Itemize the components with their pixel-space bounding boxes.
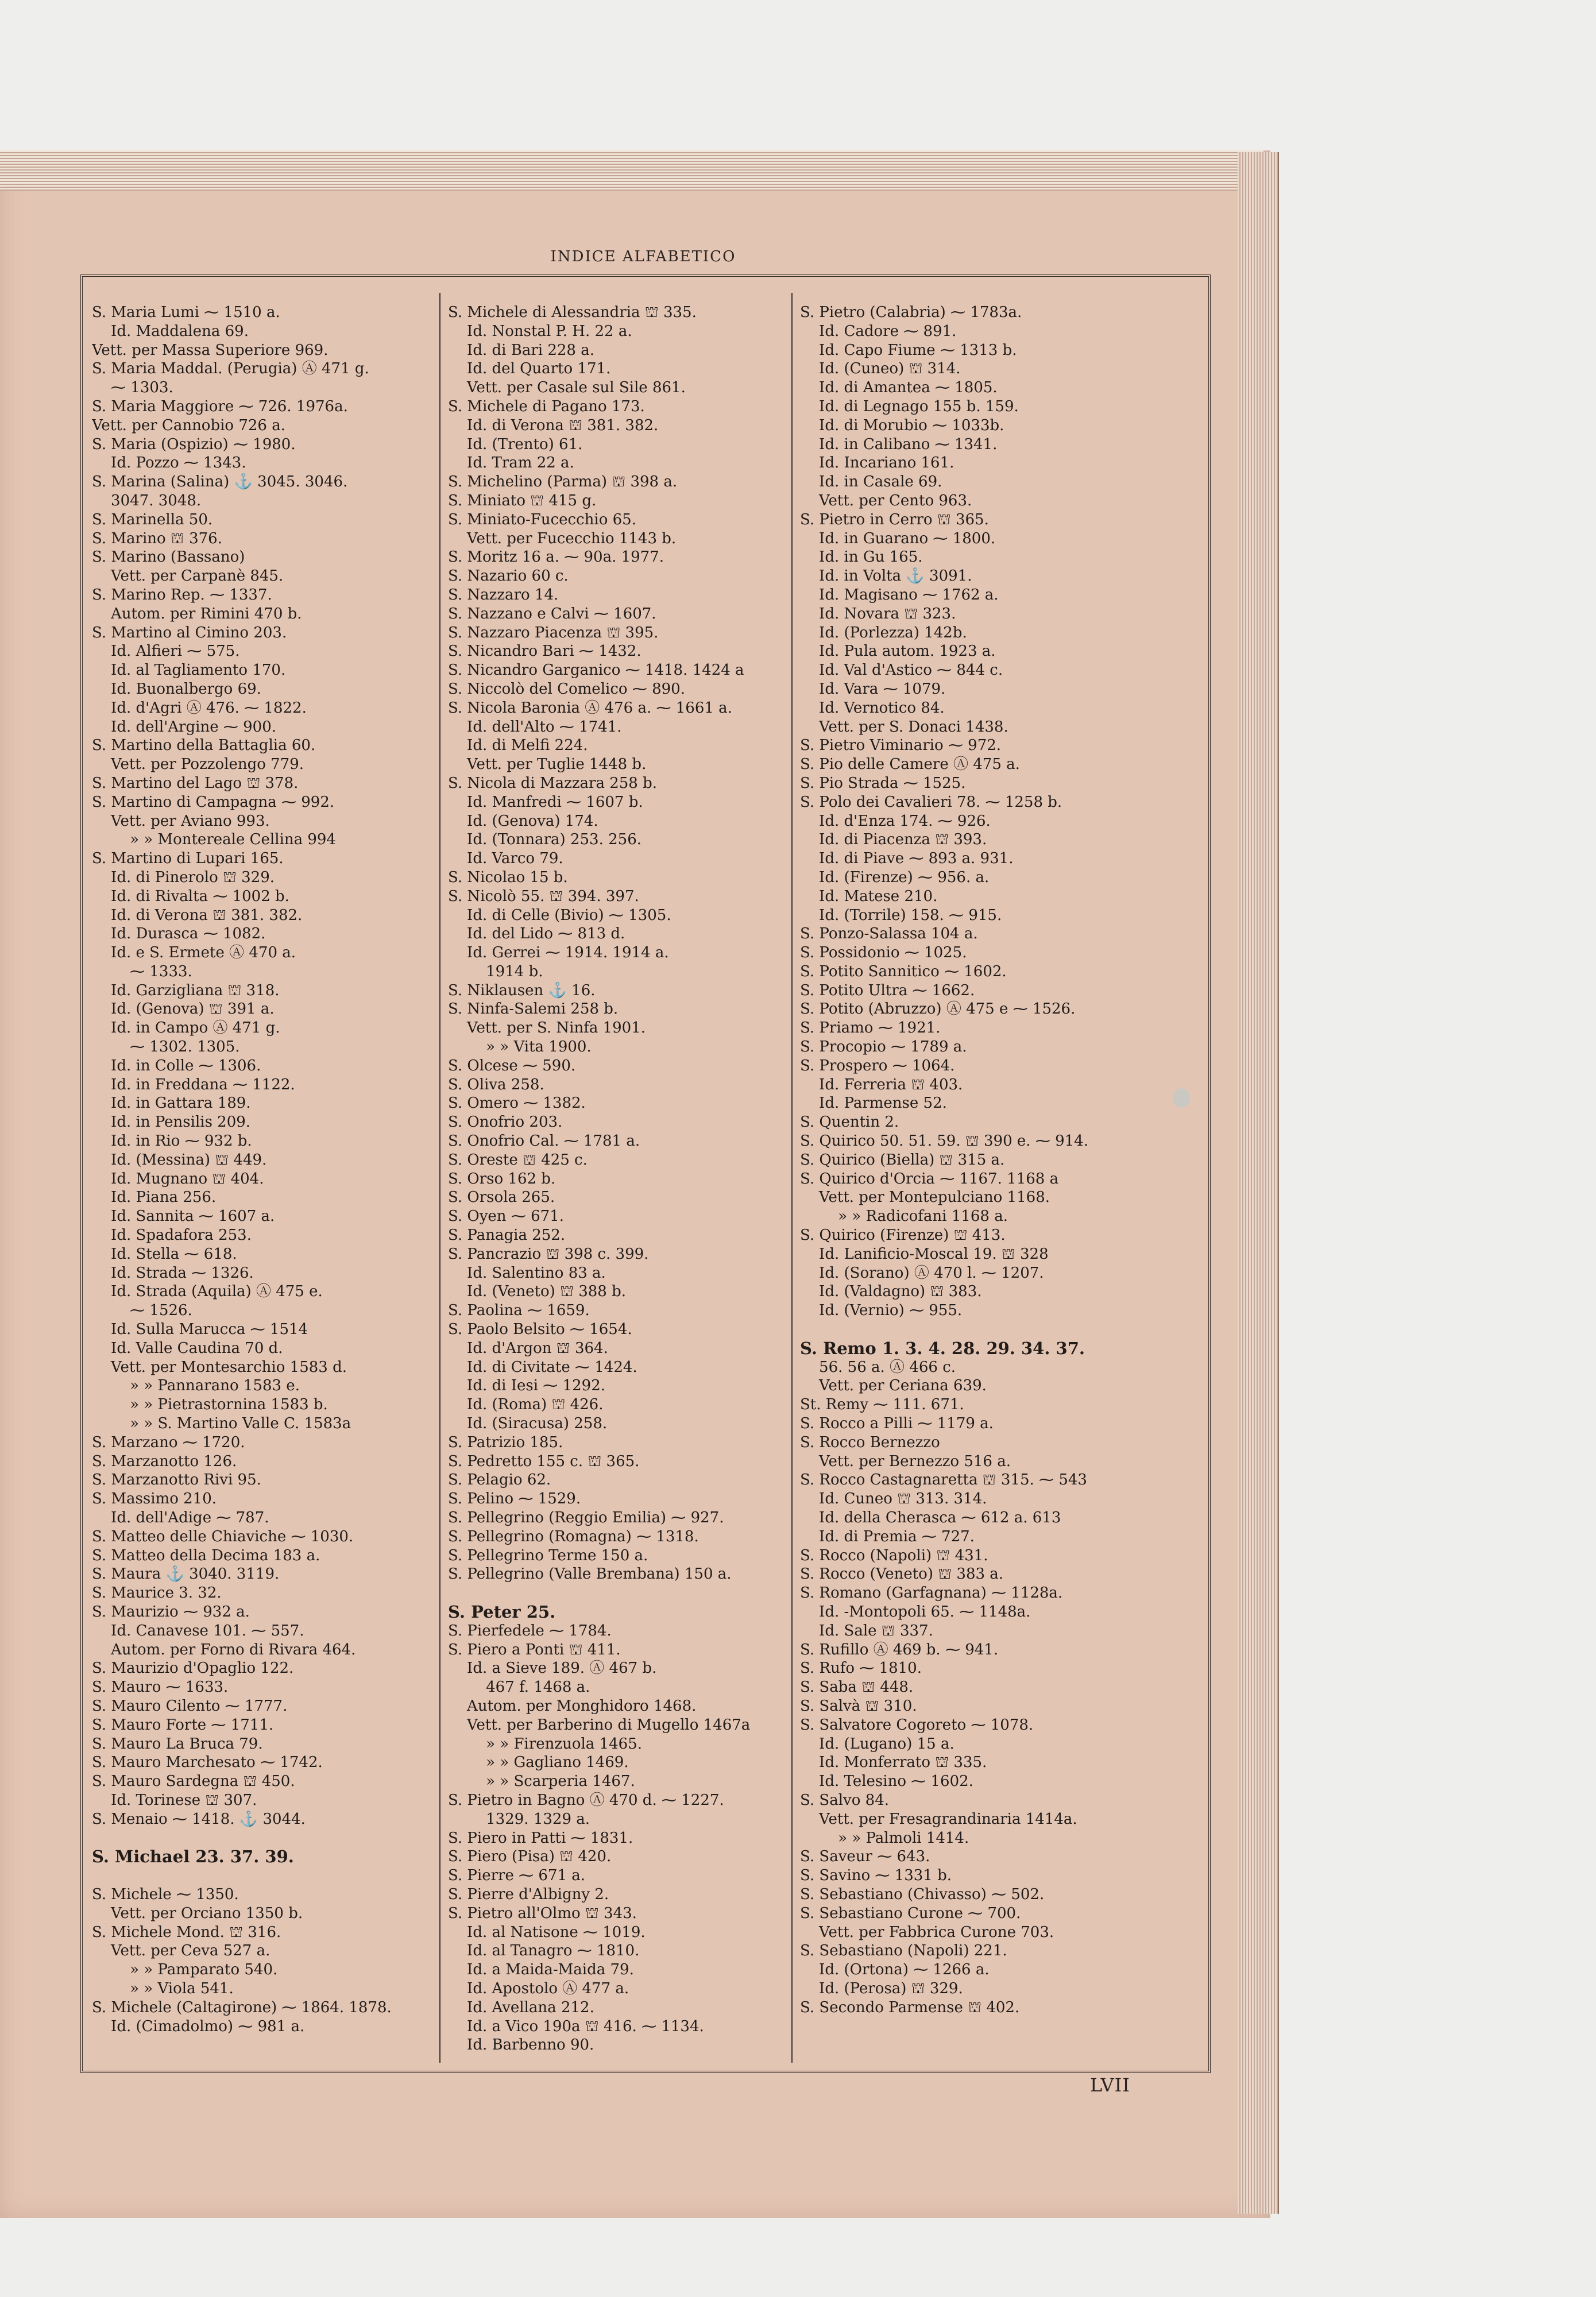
index-entry: S. Saveur ⁓ 643. <box>800 1848 930 1866</box>
index-entry: Id. di Pinerolo ⛫ 329. <box>92 868 275 886</box>
index-entry: 3047. 3048. <box>92 492 202 509</box>
index-entry: Id. di Morubio ⁓ 1033b. <box>800 416 1004 434</box>
index-entry: Id. in Rio ⁓ 932 b. <box>92 1132 252 1150</box>
index-entry: S. Mauro ⁓ 1633. <box>92 1679 229 1696</box>
index-entry: S. Marino (Bassano) <box>92 548 245 566</box>
index-entry: S. Marina (Salina) ⚓ 3045. 3046. <box>92 473 348 491</box>
index-entry: Id. Piana 256. <box>92 1189 217 1206</box>
index-entry: Id. (Cuneo) ⛫ 314. <box>800 360 961 378</box>
index-entry: S. Marinella 50. <box>92 511 213 528</box>
index-entry: S. Piero (Pisa) ⛫ 420. <box>448 1848 612 1866</box>
index-entry: S. Quentin 2. <box>800 1113 899 1131</box>
index-entry: S. Nicolao 15 b. <box>448 868 568 886</box>
index-entry: Id. della Cherasca ⁓ 612 a. 613 <box>800 1509 1061 1526</box>
index-entry: Id. (Veneto) ⛫ 388 b. <box>448 1283 627 1301</box>
index-entry: S. Nicolò 55. ⛫ 394. 397. <box>448 887 639 905</box>
index-entry: Id. (Torrile) 158. ⁓ 915. <box>800 906 1002 924</box>
index-entry: Id. Stella ⁓ 618. <box>92 1245 237 1263</box>
index-entry: 56. 56 a. Ⓐ 466 c. <box>800 1358 956 1376</box>
index-entry: S. Savino ⁓ 1331 b. <box>800 1867 952 1885</box>
index-entry: S. Pietro (Calabria) ⁓ 1783a. <box>800 304 1022 321</box>
index-entry: Id. (Perosa) ⛫ 329. <box>800 1979 963 1997</box>
index-entry: Id. Strada ⁓ 1326. <box>92 1264 254 1282</box>
column-divider <box>791 293 793 2063</box>
index-entry: Id. Ferreria ⛫ 403. <box>800 1076 963 1093</box>
index-entry: S. Maura ⚓ 3040. 3119. <box>92 1565 280 1583</box>
index-entry: S. Michele di Alessandria ⛫ 335. <box>448 304 697 321</box>
index-entry: S. Omero ⁓ 1382. <box>448 1095 586 1112</box>
index-entry: Id. del Quarto 171. <box>448 360 611 378</box>
index-entry: Vett. per Tuglie 1448 b. <box>448 756 647 774</box>
index-entry: Id. e S. Ermete Ⓐ 470 a. <box>92 944 296 962</box>
index-entry: S. Martino del Lago ⛫ 378. <box>92 774 299 792</box>
index-entry: Vett. per Cannobio 726 a. <box>92 416 285 434</box>
index-entry: Id. (Firenze) ⁓ 956. a. <box>800 868 990 886</box>
index-entry: S. Nicola di Mazzara 258 b. <box>448 774 658 792</box>
index-entry: S. Martino della Battaglia 60. <box>92 737 316 755</box>
index-entry: Id. Salentino 83 a. <box>448 1264 606 1282</box>
index-entry: » » Pannarano 1583 e. <box>92 1377 300 1395</box>
index-entry: Id. Manfredi ⁓ 1607 b. <box>448 793 643 811</box>
index-entry: S. Rufo ⁓ 1810. <box>800 1660 922 1677</box>
index-entry: S. Maria Maggiore ⁓ 726. 1976a. <box>92 397 348 415</box>
index-entry: » » Palmoli 1414. <box>800 1829 969 1847</box>
index-entry: S. Romano (Garfagnana) ⁓ 1128a. <box>800 1584 1063 1602</box>
index-entry: S. Olcese ⁓ 590. <box>448 1057 576 1074</box>
index-entry: Id. di Verona ⛫ 381. 382. <box>92 906 303 924</box>
index-entry: S. Marzanotto Rivi 95. <box>92 1471 261 1489</box>
index-entry: S. Mauro La Bruca 79. <box>92 1735 263 1753</box>
index-entry: Id. (Genova) ⛫ 391 a. <box>92 1000 275 1018</box>
index-entry: Id. Varco 79. <box>448 850 563 868</box>
index-entry: Id. Spadafora 253. <box>92 1227 252 1244</box>
index-entry: Autom. per Forno di Rivara 464. <box>92 1641 356 1658</box>
index-entry: S. Peter 25. <box>448 1602 556 1622</box>
page-top-edge <box>0 150 1263 191</box>
index-entry: S. Nazzano e Calvi ⁓ 1607. <box>448 605 656 622</box>
index-entry: Id. in Freddana ⁓ 1122. <box>92 1076 295 1093</box>
index-entry: S. Nicandro Bari ⁓ 1432. <box>448 643 642 660</box>
index-entry: Vett. per S. Ninfa 1901. <box>448 1019 646 1037</box>
index-entry: Autom. per Monghidoro 1468. <box>448 1697 697 1715</box>
index-entry: S. Mauro Sardegna ⛫ 450. <box>92 1773 295 1791</box>
index-entry: S. Pio Strada ⁓ 1525. <box>800 774 966 792</box>
index-entry: Id. (Genova) 174. <box>448 812 598 830</box>
index-entry: S. Rocco (Napoli) ⛫ 431. <box>800 1546 988 1564</box>
index-entry: Id. Valle Caudina 70 d. <box>92 1339 283 1357</box>
index-entry: Vett. per Montesarchio 1583 d. <box>92 1358 347 1376</box>
index-entry: S. Maurizio ⁓ 932 a. <box>92 1603 250 1621</box>
index-entry: S. Maria Maddal. (Perugia) Ⓐ 471 g. <box>92 360 369 378</box>
index-entry: Id. (Siracusa) 258. <box>448 1415 608 1433</box>
index-entry: S. Polo dei Cavalieri 78. ⁓ 1258 b. <box>800 793 1062 811</box>
index-entry: Id. di Legnago 155 b. 159. <box>800 397 1019 415</box>
index-entry: S. Niccolò del Comelico ⁓ 890. <box>448 680 685 698</box>
index-entry: S. Marino Rep. ⁓ 1337. <box>92 586 272 604</box>
index-entry: S. Paolina ⁓ 1659. <box>448 1302 590 1320</box>
index-entry: Id. (Tonnara) 253. 256. <box>448 831 642 849</box>
index-entry: Id. Monferrato ⛫ 335. <box>800 1754 987 1772</box>
index-entry: Vett. per Orciano 1350 b. <box>92 1904 303 1922</box>
column-divider <box>439 293 440 2063</box>
index-entry: Id. Novara ⛫ 323. <box>800 605 956 622</box>
index-entry: » » Gagliano 1469. <box>448 1754 629 1772</box>
index-entry: S. Procopio ⁓ 1789 a. <box>800 1038 967 1056</box>
index-entry: S. Mauro Cilento ⁓ 1777. <box>92 1697 288 1715</box>
index-entry: S. Miniato ⛫ 415 g. <box>448 492 597 509</box>
index-entry: S. Maurizio d'Opaglio 122. <box>92 1660 294 1677</box>
index-entry: Id. a Vico 190a ⛫ 416. ⁓ 1134. <box>448 2017 704 2035</box>
index-entry: S. Pierre d'Albigny 2. <box>448 1885 609 1903</box>
index-entry: S. Michele ⁓ 1350. <box>92 1885 239 1903</box>
index-entry: S. Martino al Cimino 203. <box>92 624 287 641</box>
index-entry: S. Sebastiano (Chivasso) ⁓ 502. <box>800 1885 1045 1903</box>
index-entry: Id. (Porlezza) 142b. <box>800 624 967 641</box>
index-entry: S. Piero in Patti ⁓ 1831. <box>448 1829 633 1847</box>
index-entry: S. Miniato-Fucecchio 65. <box>448 511 636 528</box>
index-entry: Id. Val d'Astico ⁓ 844 c. <box>800 662 1003 679</box>
index-entry: Id. al Natisone ⁓ 1019. <box>448 1923 646 1941</box>
index-entry: Id. di Bari 228 a. <box>448 341 594 359</box>
index-entry: S. Sebastiano Curone ⁓ 700. <box>800 1904 1021 1922</box>
index-entry: Id. dell'Adige ⁓ 787. <box>92 1509 269 1526</box>
index-entry: Vett. per Bernezzo 516 a. <box>800 1452 1011 1470</box>
index-entry: Id. in Colle ⁓ 1306. <box>92 1057 261 1074</box>
index-entry: Id. dell'Argine ⁓ 900. <box>92 718 277 736</box>
index-entry: S. Pellegrino (Reggio Emilia) ⁓ 927. <box>448 1509 724 1526</box>
index-entry: Id. al Tanagro ⁓ 1810. <box>448 1942 640 1960</box>
index-entry: Id. di Verona ⛫ 381. 382. <box>448 416 659 434</box>
index-entry: S. Maurice 3. 32. <box>92 1584 222 1602</box>
index-entry: S. Marzanotto 126. <box>92 1452 237 1470</box>
index-entry: Id. del Lido ⁓ 813 d. <box>448 925 625 943</box>
index-entry: S. Rocco (Veneto) ⛫ 383 a. <box>800 1565 1004 1583</box>
index-entry: Id. Canavese 101. ⁓ 557. <box>92 1622 304 1639</box>
index-entry: S. Matteo delle Chiaviche ⁓ 1030. <box>92 1528 354 1545</box>
index-entry: Id. (Lugano) 15 a. <box>800 1735 954 1753</box>
index-column-3 <box>800 303 1139 2017</box>
index-entry: S. Saba ⛫ 448. <box>800 1679 914 1696</box>
index-entry: Id. di Melfi 224. <box>448 737 588 755</box>
index-entry: S. Pierre ⁓ 671 a. <box>448 1867 586 1885</box>
index-entry: Id. (Valdagno) ⛫ 383. <box>800 1283 982 1301</box>
index-entry: S. Potito Sannitico ⁓ 1602. <box>800 962 1007 980</box>
index-entry: S. Paolo Belsito ⁓ 1654. <box>448 1321 632 1339</box>
index-entry: Id. Tram 22 a. <box>448 454 574 472</box>
index-entry: S. Panagia 252. <box>448 1227 566 1244</box>
index-entry: S. Pedretto 155 c. ⛫ 365. <box>448 1452 640 1470</box>
index-entry: Id. Durasca ⁓ 1082. <box>92 925 266 943</box>
index-entry: Id. Vara ⁓ 1079. <box>800 680 946 698</box>
index-entry: 467 f. 1468 a. <box>448 1679 590 1696</box>
index-entry: S. Possidonio ⁓ 1025. <box>800 944 967 962</box>
index-entry: Id. in Gattara 189. <box>92 1095 251 1112</box>
index-entry: S. Pancrazio ⛫ 398 c. 399. <box>448 1245 649 1263</box>
index-entry: Id. d'Enza 174. ⁓ 926. <box>800 812 991 830</box>
index-entry: Id. Vernotico 84. <box>800 699 945 717</box>
index-entry: Id. d'Agri Ⓐ 476. ⁓ 1822. <box>92 699 307 717</box>
index-entry: Id. a Maida-Maida 79. <box>448 1961 634 1979</box>
index-entry: Id. (Sorano) Ⓐ 470 l. ⁓ 1207. <box>800 1264 1044 1282</box>
index-entry: Id. d'Argon ⛫ 364. <box>448 1339 608 1357</box>
index-entry: Id. Sannita ⁓ 1607 a. <box>92 1208 275 1225</box>
index-entry: S. Pellegrino (Valle Brembana) 150 a. <box>448 1565 732 1583</box>
index-entry: S. Pellegrino Terme 150 a. <box>448 1546 648 1564</box>
index-entry: Id. in Volta ⚓ 3091. <box>800 567 972 585</box>
index-entry: S. Martino di Lupari 165. <box>92 850 284 868</box>
index-entry: S. Remo 1. 3. 4. 28. 29. 34. 37. <box>800 1339 1085 1358</box>
index-entry: Id. Avellana 212. <box>448 1998 594 2016</box>
index-entry: Id. Maddalena 69. <box>92 322 249 340</box>
index-entry: Id. in Campo Ⓐ 471 g. <box>92 1019 280 1037</box>
page-header: INDICE ALFABETICO <box>550 248 736 265</box>
index-entry: Id. Cuneo ⛫ 313. 314. <box>800 1490 987 1508</box>
index-entry: Id. dell'Alto ⁓ 1741. <box>448 718 622 736</box>
index-entry <box>800 1320 1139 1339</box>
index-entry: S. Maria (Ospizio) ⁓ 1980. <box>92 435 296 453</box>
index-entry: Id. in Guarano ⁓ 1800. <box>800 529 996 547</box>
index-entry: Vett. per Ceva 527 a. <box>92 1942 270 1960</box>
index-entry: S. Orsola 265. <box>448 1189 555 1206</box>
index-entry: » » Firenzuola 1465. <box>448 1735 642 1753</box>
index-entry: S. Niklausen ⚓ 16. <box>448 981 596 999</box>
index-entry: S. Matteo della Decima 183 a. <box>92 1546 320 1564</box>
index-entry: Vett. per Fucecchio 1143 b. <box>448 529 677 547</box>
index-entry: Id. Pula autom. 1923 a. <box>800 643 996 660</box>
index-entry: S. Pelino ⁓ 1529. <box>448 1490 581 1508</box>
index-entry: Vett. per Montepulciano 1168. <box>800 1189 1050 1206</box>
index-entry: S. Pio delle Camere Ⓐ 475 a. <box>800 756 1020 774</box>
index-entry: S. Nicola Baronia Ⓐ 476 a. ⁓ 1661 a. <box>448 699 732 717</box>
index-entry: Id. di Piave ⁓ 893 a. 931. <box>800 850 1014 868</box>
index-entry: » » Scarperia 1467. <box>448 1773 635 1791</box>
index-entry: S. Pietro in Bagno Ⓐ 470 d. ⁓ 1227. <box>448 1791 724 1809</box>
index-entry: Id. a Sieve 189. Ⓐ 467 b. <box>448 1660 657 1677</box>
index-entry: S. Quirico d'Orcia ⁓ 1167. 1168 a <box>800 1170 1059 1188</box>
index-entry: Id. Telesino ⁓ 1602. <box>800 1773 973 1791</box>
index-entry: ⁓ 1302. 1305. <box>92 1038 240 1056</box>
index-entry: S. Onofrio 203. <box>448 1113 563 1131</box>
index-entry: S. Martino di Campagna ⁓ 992. <box>92 793 335 811</box>
index-entry: S. Salvatore Cogoreto ⁓ 1078. <box>800 1716 1034 1734</box>
index-entry: Id. in Gu 165. <box>800 548 923 566</box>
index-entry: » » Montereale Cellina 994 <box>92 831 336 849</box>
index-entry: S. Rocco Castagnaretta ⛫ 315. ⁓ 543 <box>800 1471 1087 1489</box>
index-entry: S. Michele di Pagano 173. <box>448 397 645 415</box>
index-entry: S. Potito (Abruzzo) Ⓐ 475 e ⁓ 1526. <box>800 1000 1076 1018</box>
index-entry: Id. al Tagliamento 170. <box>92 662 286 679</box>
index-entry: Vett. per Pozzolengo 779. <box>92 756 304 774</box>
index-entry: S. Nazario 60 c. <box>448 567 569 585</box>
index-entry: Id. Mugnano ⛫ 404. <box>92 1170 264 1188</box>
index-entry: » » Radicofani 1168 a. <box>800 1208 1008 1225</box>
index-entry: S. Pierfedele ⁓ 1784. <box>448 1622 612 1639</box>
index-entry: S. Quirico (Biella) ⛫ 315 a. <box>800 1151 1005 1169</box>
index-entry: Vett. per Casale sul Sile 861. <box>448 379 686 397</box>
index-entry: S. Moritz 16 a. ⁓ 90a. 1977. <box>448 548 664 566</box>
index-entry: ⁓ 1333. <box>92 962 192 980</box>
index-entry: S. Nazzaro Piacenza ⛫ 395. <box>448 624 659 641</box>
index-entry: Id. (Trento) 61. <box>448 435 583 453</box>
index-entry: » » Pamparato 540. <box>92 1961 278 1979</box>
index-entry: Id. di Rivalta ⁓ 1002 b. <box>92 887 289 905</box>
index-entry: S. Michele (Caltagirone) ⁓ 1864. 1878. <box>92 1998 392 2016</box>
index-entry: Id. in Casale 69. <box>800 473 942 491</box>
index-entry: S. Orso 162 b. <box>448 1170 556 1188</box>
index-entry: S. Onofrio Cal. ⁓ 1781 a. <box>448 1132 640 1150</box>
index-entry: S. Michael 23. 37. 39. <box>92 1847 294 1867</box>
index-entry <box>92 1866 431 1885</box>
index-entry: S. Oyen ⁓ 671. <box>448 1208 564 1225</box>
index-entry: S. Rocco a Pilli ⁓ 1179 a. <box>800 1415 994 1433</box>
index-entry: Id. Cadore ⁓ 891. <box>800 322 957 340</box>
index-entry: S. Rocco Bernezzo <box>800 1433 940 1451</box>
index-entry: Id. Lanificio-Moscal 19. ⛫ 328 <box>800 1245 1049 1263</box>
index-entry: ⁓ 1303. <box>92 379 173 397</box>
index-entry: Id. Alfieri ⁓ 575. <box>92 643 240 660</box>
index-entry: Id. di Celle (Bivio) ⁓ 1305. <box>448 906 671 924</box>
index-entry: Id. (Vernio) ⁓ 955. <box>800 1302 963 1320</box>
index-entry: Id. Sale ⛫ 337. <box>800 1622 933 1639</box>
index-entry: S. Priamo ⁓ 1921. <box>800 1019 941 1037</box>
index-entry: Id. Magisano ⁓ 1762 a. <box>800 586 999 604</box>
index-entry: S. Pietro in Cerro ⛫ 365. <box>800 511 989 528</box>
index-entry: S. Potito Ultra ⁓ 1662. <box>800 981 975 999</box>
index-entry: S. Pietro Viminario ⁓ 972. <box>800 737 1002 755</box>
index-entry: Id. Gerrei ⁓ 1914. 1914 a. <box>448 944 669 962</box>
index-entry: Vett. per Massa Superiore 969. <box>92 341 329 359</box>
index-entry: Id. di Premia ⁓ 727. <box>800 1528 975 1545</box>
index-entry: S. Ponzo-Salassa 104 a. <box>800 925 978 943</box>
index-entry: Id. di Amantea ⁓ 1805. <box>800 379 998 397</box>
index-entry: Id. Pozzo ⁓ 1343. <box>92 454 246 472</box>
index-entry: S. Rufillo Ⓐ 469 b. ⁓ 941. <box>800 1641 999 1658</box>
index-entry: Id. Strada (Aquila) Ⓐ 475 e. <box>92 1283 323 1301</box>
index-entry: ⁓ 1526. <box>92 1302 192 1320</box>
index-entry: S. Menaio ⁓ 1418. ⚓ 3044. <box>92 1810 306 1828</box>
index-entry: Id. Torinese ⛫ 307. <box>92 1791 257 1809</box>
index-column-2 <box>448 303 787 2055</box>
index-entry: » » Pietrastornina 1583 b. <box>92 1396 328 1414</box>
index-entry: S. Prospero ⁓ 1064. <box>800 1057 955 1074</box>
index-entry: S. Patrizio 185. <box>448 1433 563 1451</box>
index-entry: S. Nazzaro 14. <box>448 586 559 604</box>
index-entry: Id. di Iesi ⁓ 1292. <box>448 1377 606 1395</box>
index-entry: S. Massimo 210. <box>92 1490 217 1508</box>
index-entry: S. Maria Lumi ⁓ 1510 a. <box>92 304 280 321</box>
index-entry: Vett. per Fabbrica Curone 703. <box>800 1923 1054 1941</box>
index-entry: S. Marzano ⁓ 1720. <box>92 1433 245 1451</box>
index-entry: S. Mauro Marchesato ⁓ 1742. <box>92 1754 323 1772</box>
index-entry: Vett. per S. Donaci 1438. <box>800 718 1008 736</box>
index-entry: Id. Sulla Marucca ⁓ 1514 <box>92 1321 308 1339</box>
index-entry: Vett. per Barberino di Mugello 1467a <box>448 1716 751 1734</box>
index-entry: S. Piero a Ponti ⛫ 411. <box>448 1641 621 1658</box>
index-entry: Id. (Ortona) ⁓ 1266 a. <box>800 1961 990 1979</box>
index-entry: S. Secondo Parmense ⛫ 402. <box>800 1998 1020 2016</box>
index-entry: S. Pelagio 62. <box>448 1471 551 1489</box>
index-entry: Id. -Montopoli 65. ⁓ 1148a. <box>800 1603 1031 1621</box>
index-entry: Id. (Messina) ⛫ 449. <box>92 1151 267 1169</box>
index-entry: Vett. per Carpanè 845. <box>92 567 284 585</box>
index-entry: S. Pellegrino (Romagna) ⁓ 1318. <box>448 1528 699 1545</box>
index-entry: Id. Matese 210. <box>800 887 938 905</box>
index-entry: S. Ninfa-Salemi 258 b. <box>448 1000 619 1018</box>
index-entry: S. Salvà ⛫ 310. <box>800 1697 917 1715</box>
index-entry: S. Nicandro Garganico ⁓ 1418. 1424 a <box>448 662 744 679</box>
index-entry: Id. in Pensilis 209. <box>92 1113 251 1131</box>
index-entry: Id. Garzigliana ⛫ 318. <box>92 981 280 999</box>
index-entry: Id. in Calibano ⁓ 1341. <box>800 435 998 453</box>
index-entry: S. Oreste ⛫ 425 c. <box>448 1151 588 1169</box>
index-entry: S. Quirico 50. 51. 59. ⛫ 390 e. ⁓ 914. <box>800 1132 1088 1150</box>
index-entry: Autom. per Rimini 470 b. <box>92 605 302 622</box>
index-entry <box>92 1829 431 1848</box>
index-entry: S. Marino ⛫ 376. <box>92 529 222 547</box>
page-side-edge <box>1238 152 1279 2214</box>
index-entry: Id. (Roma) ⛫ 426. <box>448 1396 604 1414</box>
index-entry <box>448 1584 787 1603</box>
index-entry: S. Michelino (Parma) ⛫ 398 a. <box>448 473 678 491</box>
index-entry: Vett. per Ceriana 639. <box>800 1377 987 1395</box>
index-entry: Id. Barbenno 90. <box>448 2036 594 2054</box>
index-entry: Id. Incariano 161. <box>800 454 954 472</box>
index-entry: » » Vita 1900. <box>448 1038 592 1056</box>
index-entry: S. Quirico (Firenze) ⛫ 413. <box>800 1227 1006 1244</box>
index-entry: Vett. per Aviano 993. <box>92 812 270 830</box>
index-entry: Id. Capo Fiume ⁓ 1313 b. <box>800 341 1017 359</box>
index-entry: S. Oliva 258. <box>448 1076 544 1093</box>
index-entry: S. Sebastiano (Napoli) 221. <box>800 1942 1007 1960</box>
index-entry: » » S. Martino Valle C. 1583a <box>92 1415 351 1433</box>
index-entry: S. Pietro all'Olmo ⛫ 343. <box>448 1904 637 1922</box>
index-column-1 <box>92 303 431 2036</box>
index-entry: Id. Nonstal P. H. 22 a. <box>448 322 632 340</box>
index-entry: Id. di Civitate ⁓ 1424. <box>448 1358 637 1376</box>
index-entry: Id. Buonalbergo 69. <box>92 680 261 698</box>
page-number: LVII <box>1090 2074 1130 2096</box>
index-entry: S. Michele Mond. ⛫ 316. <box>92 1923 281 1941</box>
index-entry: S. Mauro Forte ⁓ 1711. <box>92 1716 274 1734</box>
index-entry: S. Salvo 84. <box>800 1791 889 1809</box>
index-entry: Vett. per Cento 963. <box>800 492 972 509</box>
index-entry: Id. di Piacenza ⛫ 393. <box>800 831 987 849</box>
index-entry: Vett. per Fresagrandinaria 1414a. <box>800 1810 1077 1828</box>
index-entry: St. Remy ⁓ 111. 671. <box>800 1396 964 1414</box>
index-entry: 1329. 1329 a. <box>448 1810 590 1828</box>
index-entry: Id. (Cimadolmo) ⁓ 981 a. <box>92 2017 305 2035</box>
index-entry: » » Viola 541. <box>92 1979 234 1997</box>
index-entry: 1914 b. <box>448 962 543 980</box>
index-entry: Id. Apostolo Ⓐ 477 a. <box>448 1979 629 1997</box>
index-entry: Id. Parmense 52. <box>800 1095 947 1112</box>
